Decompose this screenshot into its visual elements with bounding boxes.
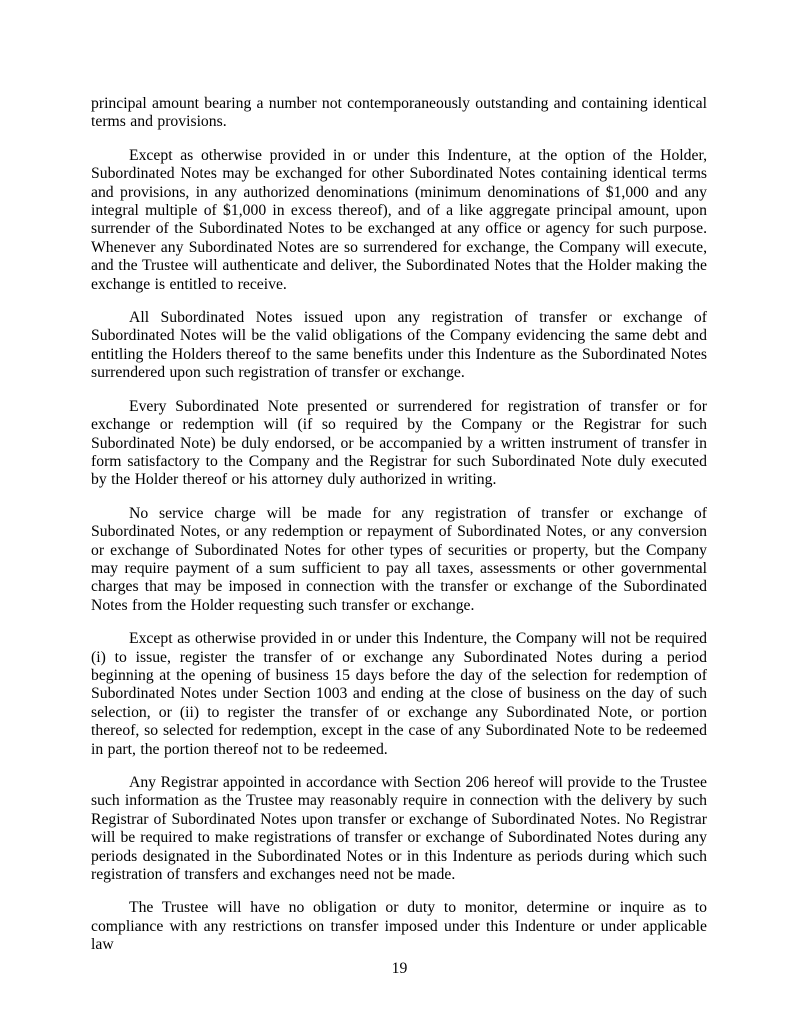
paragraph: Except as otherwise provided in or under this Indenture, at the option of the Holder, Subordinated Notes may be exchanged for other Subordinated Notes containing identical terms and provisions, in any authorized denominations (minimum denominations of $1,000 and any integral multiple of $1,000 in excess thereof), and of a like aggregate principal amount, upon surrender of the Subordinated Notes to be exchanged at any office or agency for such purpose. Whenever any Subordinated Notes are so surrendered for exchange, the Company will execute, and the Trustee will authenticate and deliver, the Subordinated Notes that the Holder making the exchange is entitled to receive.: [91, 146, 707, 293]
paragraph: No service charge will be made for any registration of transfer or exchange of Subordinated Notes, or any redemption or repayment of Subordinated Notes, or any conversion or exchange of Subordinated Notes for other types of securities or property, but the Company may require payment of a sum sufficient to pay all taxes, assessments or other governmental charges that may be imposed in connection with the transfer or exchange of the Subordinated Notes from the Holder requesting such transfer or exchange.: [91, 504, 707, 614]
paragraph: Any Registrar appointed in accordance with Section 206 hereof will provide to the Trustee such information as the Trustee may reasonably require in connection with the delivery by such Registrar of Subordinated Notes upon transfer or exchange of Subordinated Notes. No Registrar will be required to make registrations of transfer or exchange of Subordinated Notes during any periods designated in the Subordinated Notes or in this Indenture as periods during which such registration of transfers and exchanges need not be made.: [91, 774, 707, 884]
page-number: 19: [391, 960, 408, 977]
paragraph: The Trustee will have no obligation or duty to monitor, determine or inquire as to compliance with any restrictions on transfer imposed under this Indenture or under applicable law: [91, 899, 707, 954]
paragraph: Except as otherwise provided in or under this Indenture, the Company will not be required (i) to issue, register the transfer of or exchange any Subordinated Notes during a period beginning at the opening of business 15 days before the day of the selection for redemption of Subordinated Notes under Section 1003 and ending at the close of business on the day of such selection, or (ii) to register the transfer of or exchange any Subordinated Note, or portion thereof, so selected for redemption, except in the case of any Subordinated Note to be redeemed in part, the portion thereof not to be redeemed.: [91, 630, 707, 758]
document-body: [91, 95, 707, 970]
paragraph: principal amount bearing a number not contemporaneously outstanding and containing identical terms and provisions.: [91, 95, 707, 131]
paragraph: Every Subordinated Note presented or surrendered for registration of transfer or for exchange or redemption will (if so required by the Company or the Registrar for such Subordinated Note) be duly endorsed, or be accompanied by a written instrument of transfer in form satisfactory to the Company and the Registrar for such Subordinated Note duly executed by the Holder thereof or his attorney duly authorized in writing.: [91, 397, 707, 489]
paragraph: All Subordinated Notes issued upon any registration of transfer or exchange of Subordinated Notes will be the valid obligations of the Company evidencing the same debt and entitling the Holders thereof to the same benefits under this Indenture as the Subordinated Notes surrendered upon such registration of transfer or exchange.: [91, 309, 707, 382]
